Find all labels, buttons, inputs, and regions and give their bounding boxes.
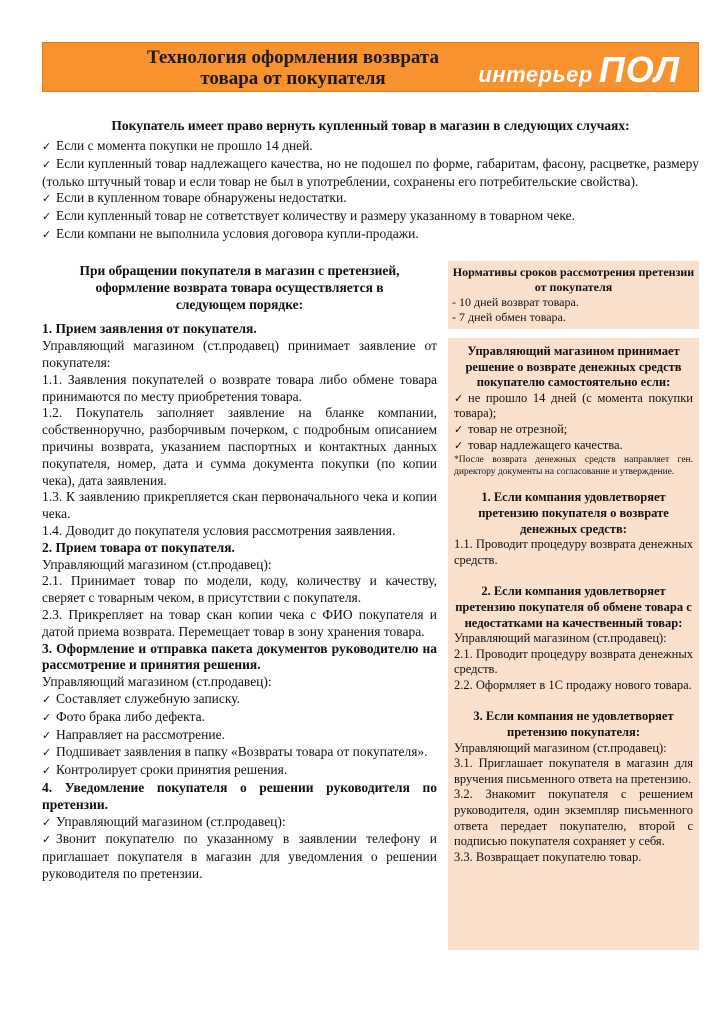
paragraph: 3.2. Знакомит покупателя с решением руководителя, один экземпляр письменного ответа передает покупателю, второй с подписью покупателя сохраняет у себя. [454, 787, 693, 849]
check-icon: ✓ [42, 157, 52, 171]
list-item: ✓ Составляет служебную записку. [42, 691, 437, 709]
paragraph: Управляющий магазином (ст.продавец): [42, 674, 272, 690]
header-banner [42, 42, 699, 92]
intro-list [42, 138, 699, 244]
logo-word-2: ПОЛ [598, 49, 680, 90]
footnote: *После возврата денежных средств направляет ген. директору документы на согласование и утверждение. [454, 455, 693, 477]
case-3-title: 3. Если компания не удовлетворяет претензию покупателя: [473, 709, 674, 740]
page-title [103, 47, 483, 89]
procedure-heading: При обращении покупателя в магазин с претензией, оформление возврата товара осуществляется в следующем порядке: [79, 263, 400, 312]
check-icon: ✓ [42, 140, 52, 153]
paragraph: - 10 дней возврат товара. [452, 295, 579, 309]
decision-box [448, 338, 699, 950]
check-icon: ✓ [454, 438, 464, 452]
paragraph: 2.1. Проводит процедуру возврата денежных средств. [454, 646, 693, 677]
title-line-1: Технология оформления возврата [146, 47, 439, 68]
check-icon: ✓ [42, 728, 52, 742]
paragraph: Управляющий магазином (ст.продавец) принимает заявление от покупателя: [42, 338, 437, 370]
section-4-title: 4. Уведомление покупателя о решении руководителя по претензии. [42, 779, 437, 812]
paragraph: 1.3. К заявлению прикрепляется скан первоначального чека и копии чека. [42, 489, 437, 522]
list-item: ✓ Если купленный товар не сответствует количеству и размеру указанному в товарном чеке. [42, 208, 699, 226]
list-item: ✓ Подшивает заявления в папку «Возвраты товара от покупателя». [42, 744, 437, 762]
list-item: ✓ не прошло 14 дней (с момента покупки товара); [454, 390, 693, 421]
section-2-title: 2. Прием товара от покупателя. [42, 539, 235, 555]
paragraph: 1.1. Заявления покупателей о возврате товара либо обмене товара принимаются по месту приобретения товара. [42, 371, 437, 404]
paragraph: 1.2. Покупатель заполняет заявление на бланке компании, собственноручно, разборчивым почерком, с подробным описанием причины возврата, указанием паспортных и контактных данных покупателя, номер, дата и сумма документа покупки (по копии чека), дата заявления. [42, 405, 437, 488]
check-icon: ✓ [42, 833, 52, 847]
paragraph: 2.3. Прикрепляет на товар скан копии чека с ФИО покупателя и датой приема возврата. Перемещает товар в зону хранения товара. [42, 606, 437, 639]
section-3-title: 3. Оформление и отправка пакета документов руководителю на рассмотрение и принятия решения. [42, 640, 437, 673]
paragraph: 1.4. Доводит до покупателя условия рассмотрения заявления. [42, 522, 396, 538]
list-item: ✓ Управляющий магазином (ст.продавец): [42, 814, 437, 832]
list-item: ✓ Если купленный товар надлежащего качества, но не подошел по форме, габаритам, фасону, расцветке, размеру (только штучный товар и если товар не был в употреблении, сохранены его потребительские свойства). [42, 155, 699, 189]
case-1-title: 1. Если компания удовлетворяет претензию покупателя о возврате денежных средств: [478, 490, 669, 536]
list-item: ✓ Если компани не выполнила условия договора купли-продажи. [42, 226, 699, 244]
check-icon: ✓ [42, 815, 52, 829]
check-icon: ✓ [42, 692, 52, 706]
deadlines-box [448, 261, 699, 329]
check-icon: ✓ [42, 710, 52, 724]
procedure-column [42, 263, 437, 883]
check-icon: ✓ [454, 391, 464, 405]
list-item: ✓ Если с момента покупки не прошло 14 дней. [42, 138, 699, 156]
check-icon: ✓ [42, 192, 52, 206]
check-icon: ✓ [42, 227, 52, 241]
list-item: ✓ Контролирует сроки принятия решения. [42, 762, 437, 780]
logo-word-1: интерьер [478, 62, 593, 87]
check-icon: ✓ [42, 746, 52, 760]
section-1-title: 1. Прием заявления от покупателя. [42, 321, 257, 337]
paragraph: 2.1. Принимает товар по модели, коду, количеству и качеству, сверяет с товарным чеком, в присутствии с покупателя. [42, 573, 437, 606]
company-logo [478, 49, 680, 91]
check-icon: ✓ [42, 210, 52, 224]
paragraph: - 7 дней обмен товара. [452, 310, 566, 324]
paragraph: 1.1. Проводит процедуру возврата денежных средств. [454, 537, 693, 567]
list-item: ✓ Звонит покупателю по указанному в заявлении телефону и приглашает покупателя в магазин для уведомления о решении руководителя по претензии. [42, 831, 437, 881]
list-item: ✓ Фото брака либо дефекта. [42, 709, 437, 727]
list-item: ✓ Направляет на рассмотрение. [42, 727, 437, 745]
paragraph: 3.3. Возвращает покупателю товар. [454, 849, 642, 864]
decision-title: Управляющий магазином принимает решение о возврате денежных средств покупателю самостоятельно если: [465, 344, 682, 390]
check-icon: ✓ [42, 764, 52, 778]
list-item: ✓ товар надлежащего качества. [454, 437, 623, 452]
deadlines-title: Нормативы сроков рассмотрения претензии от покупателя [452, 265, 695, 294]
paragraph: 2.2. Оформляет в 1С продажу нового товара. [454, 677, 692, 692]
list-item: ✓ товар не отрезной; [454, 421, 568, 436]
title-line-2: товара от покупателя [200, 68, 386, 89]
list-item: ✓ Если в купленном товаре обнаружены недостатки. [42, 190, 699, 208]
paragraph: Управляющий магазином (ст.продавец): [454, 631, 667, 646]
paragraph: Управляющий магазином (ст.продавец): [454, 740, 667, 755]
paragraph: 3.1. Приглашает покупателя в магазин для вручения письменного ответа на претензию. [454, 756, 693, 786]
case-2-title: 2. Если компания удовлетворяет претензию покупателя об обмене товара с недостатками на качественный товар: [455, 584, 692, 630]
intro-heading: Покупатель имеет право вернуть купленный товар в магазин в следующих случаях: [111, 118, 630, 133]
check-icon: ✓ [454, 422, 464, 436]
paragraph: Управляющий магазином (ст.продавец): [42, 556, 272, 572]
